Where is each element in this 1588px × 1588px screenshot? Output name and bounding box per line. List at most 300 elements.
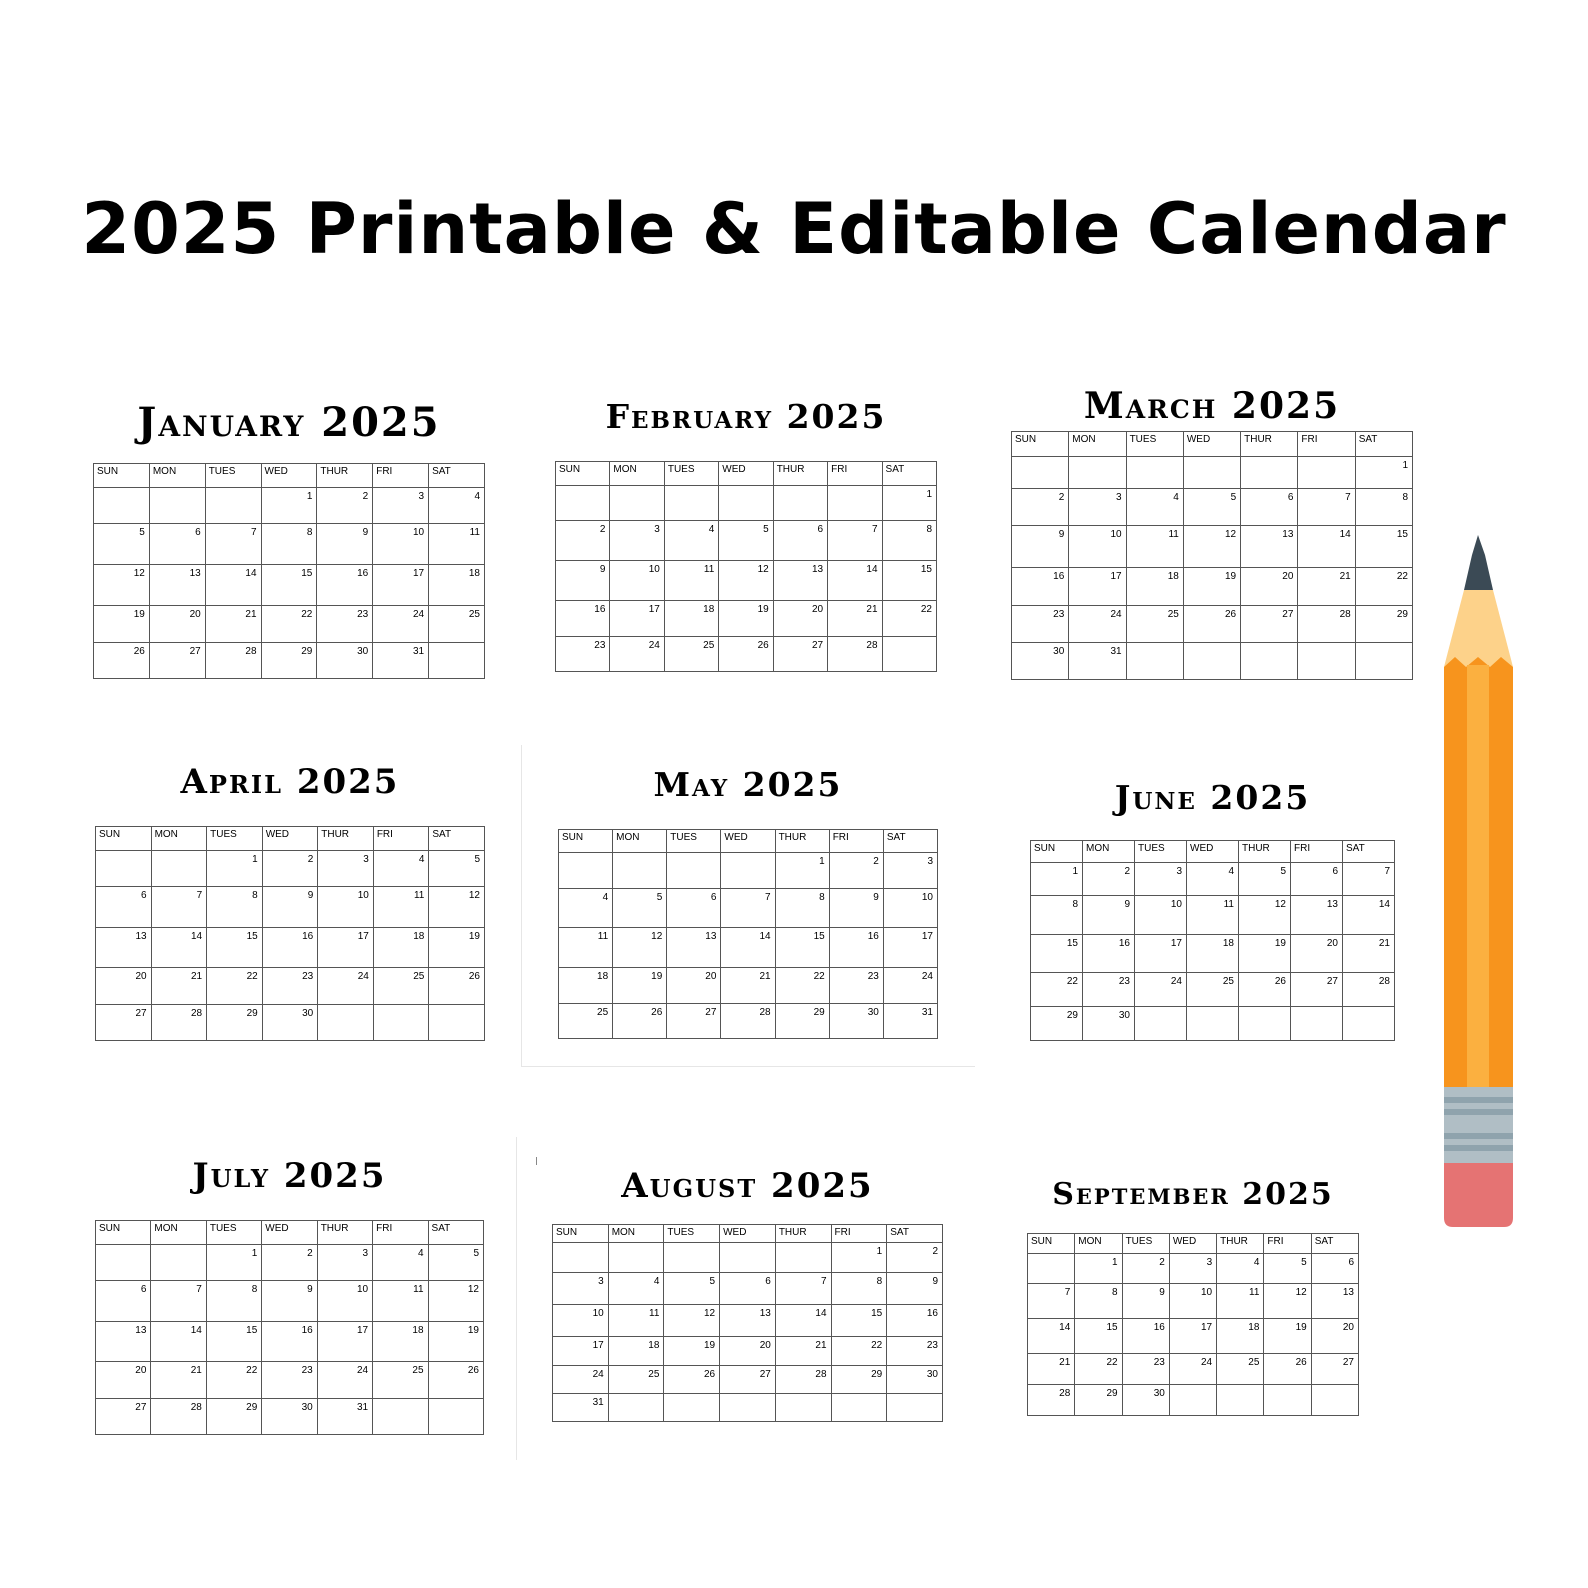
day-cell[interactable]	[553, 1243, 609, 1273]
day-cell[interactable]: 6	[1291, 863, 1343, 896]
day-cell[interactable]	[318, 1005, 374, 1041]
day-cell[interactable]	[1069, 457, 1126, 489]
day-cell[interactable]: 29	[1031, 1007, 1083, 1041]
day-cell[interactable]: 10	[373, 524, 429, 565]
day-cell[interactable]: 29	[831, 1366, 887, 1394]
day-cell[interactable]	[613, 853, 667, 889]
day-cell[interactable]: 8	[831, 1273, 887, 1305]
day-cell[interactable]: 8	[1355, 489, 1412, 526]
day-cell[interactable]: 31	[1069, 643, 1126, 680]
day-cell[interactable]: 19	[1264, 1319, 1311, 1354]
day-cell[interactable]: 8	[207, 887, 263, 928]
day-cell[interactable]: 24	[610, 637, 664, 672]
day-cell[interactable]	[1241, 643, 1298, 680]
day-cell[interactable]: 22	[207, 968, 263, 1005]
day-cell[interactable]: 21	[205, 606, 261, 643]
day-cell[interactable]: 15	[831, 1305, 887, 1337]
day-cell[interactable]: 17	[317, 1322, 372, 1362]
day-cell[interactable]: 25	[429, 606, 485, 643]
day-cell[interactable]: 21	[1298, 568, 1355, 606]
day-cell[interactable]: 30	[1122, 1385, 1169, 1416]
day-cell[interactable]: 6	[96, 887, 152, 928]
day-cell[interactable]: 28	[775, 1366, 831, 1394]
day-cell[interactable]: 8	[261, 524, 317, 565]
day-cell[interactable]: 31	[317, 1399, 372, 1435]
day-cell[interactable]: 14	[205, 565, 261, 606]
day-cell[interactable]: 7	[828, 521, 882, 561]
day-cell[interactable]	[1291, 1007, 1343, 1041]
day-cell[interactable]: 5	[94, 524, 150, 565]
day-cell[interactable]: 6	[773, 521, 827, 561]
day-cell[interactable]: 1	[1031, 863, 1083, 896]
day-cell[interactable]	[1169, 1385, 1216, 1416]
day-cell[interactable]: 12	[94, 565, 150, 606]
day-cell[interactable]: 29	[207, 1005, 263, 1041]
day-cell[interactable]: 12	[1264, 1284, 1311, 1319]
day-cell[interactable]: 1	[206, 1245, 261, 1281]
day-cell[interactable]: 3	[610, 521, 664, 561]
day-cell[interactable]: 19	[94, 606, 150, 643]
day-cell[interactable]	[149, 488, 205, 524]
day-cell[interactable]: 3	[1169, 1254, 1216, 1284]
day-cell[interactable]: 13	[1311, 1284, 1358, 1319]
day-cell[interactable]: 1	[207, 851, 263, 887]
day-cell[interactable]: 16	[887, 1305, 943, 1337]
day-cell[interactable]: 15	[207, 928, 263, 968]
day-cell[interactable]: 26	[429, 968, 485, 1005]
day-cell[interactable]: 24	[373, 606, 429, 643]
day-cell[interactable]: 2	[262, 851, 318, 887]
day-cell[interactable]: 6	[96, 1281, 151, 1322]
day-cell[interactable]	[1126, 457, 1183, 489]
day-cell[interactable]: 9	[1012, 526, 1069, 568]
day-cell[interactable]: 22	[831, 1337, 887, 1366]
day-cell[interactable]: 18	[1187, 935, 1239, 973]
day-cell[interactable]: 25	[1126, 606, 1183, 643]
day-cell[interactable]: 1	[831, 1243, 887, 1273]
day-cell[interactable]: 31	[373, 643, 429, 679]
day-cell[interactable]: 5	[1183, 489, 1240, 526]
day-cell[interactable]: 31	[883, 1004, 937, 1039]
day-cell[interactable]: 12	[428, 1281, 483, 1322]
day-cell[interactable]	[428, 1399, 483, 1435]
day-cell[interactable]: 10	[883, 889, 937, 928]
day-cell[interactable]: 28	[828, 637, 882, 672]
day-cell[interactable]: 11	[1217, 1284, 1264, 1319]
day-cell[interactable]	[429, 643, 485, 679]
day-cell[interactable]	[1012, 457, 1069, 489]
day-cell[interactable]: 18	[373, 928, 429, 968]
day-cell[interactable]: 14	[1343, 896, 1395, 935]
day-cell[interactable]: 4	[429, 488, 485, 524]
day-cell[interactable]	[882, 637, 936, 672]
day-cell[interactable]	[429, 1005, 485, 1041]
day-cell[interactable]: 27	[96, 1005, 152, 1041]
day-cell[interactable]: 2	[1083, 863, 1135, 896]
day-cell[interactable]: 18	[429, 565, 485, 606]
day-cell[interactable]: 9	[317, 524, 373, 565]
day-cell[interactable]: 16	[317, 565, 373, 606]
day-cell[interactable]: 11	[429, 524, 485, 565]
day-cell[interactable]: 16	[556, 601, 610, 637]
day-cell[interactable]: 25	[1187, 973, 1239, 1007]
day-cell[interactable]: 18	[373, 1322, 428, 1362]
day-cell[interactable]: 4	[373, 851, 429, 887]
day-cell[interactable]: 13	[96, 1322, 151, 1362]
day-cell[interactable]: 21	[721, 968, 775, 1004]
day-cell[interactable]: 14	[775, 1305, 831, 1337]
day-cell[interactable]: 9	[262, 887, 318, 928]
day-cell[interactable]: 4	[664, 521, 718, 561]
day-cell[interactable]: 12	[1183, 526, 1240, 568]
day-cell[interactable]: 28	[151, 1005, 207, 1041]
day-cell[interactable]	[664, 486, 718, 521]
day-cell[interactable]: 13	[149, 565, 205, 606]
day-cell[interactable]: 17	[553, 1337, 609, 1366]
day-cell[interactable]	[1239, 1007, 1291, 1041]
day-cell[interactable]: 15	[882, 561, 936, 601]
day-cell[interactable]: 25	[1217, 1354, 1264, 1385]
day-cell[interactable]: 1	[1075, 1254, 1122, 1284]
day-cell[interactable]: 5	[428, 1245, 483, 1281]
day-cell[interactable]	[720, 1394, 776, 1422]
day-cell[interactable]: 20	[667, 968, 721, 1004]
day-cell[interactable]: 24	[1069, 606, 1126, 643]
day-cell[interactable]: 8	[1075, 1284, 1122, 1319]
day-cell[interactable]: 19	[1183, 568, 1240, 606]
day-cell[interactable]: 21	[151, 1362, 206, 1399]
day-cell[interactable]: 21	[1028, 1354, 1075, 1385]
day-cell[interactable]: 7	[151, 887, 207, 928]
day-cell[interactable]: 18	[1126, 568, 1183, 606]
day-cell[interactable]: 29	[1075, 1385, 1122, 1416]
day-cell[interactable]: 17	[318, 928, 374, 968]
day-cell[interactable]: 1	[775, 853, 829, 889]
day-cell[interactable]: 22	[1355, 568, 1412, 606]
day-cell[interactable]	[556, 486, 610, 521]
day-cell[interactable]: 10	[610, 561, 664, 601]
day-cell[interactable]: 16	[262, 1322, 317, 1362]
day-cell[interactable]: 2	[262, 1245, 317, 1281]
day-cell[interactable]	[1343, 1007, 1395, 1041]
day-cell[interactable]: 17	[1169, 1319, 1216, 1354]
day-cell[interactable]: 27	[1291, 973, 1343, 1007]
day-cell[interactable]: 21	[1343, 935, 1395, 973]
day-cell[interactable]: 11	[559, 928, 613, 968]
day-cell[interactable]	[667, 853, 721, 889]
day-cell[interactable]: 7	[775, 1273, 831, 1305]
day-cell[interactable]: 2	[1012, 489, 1069, 526]
day-cell[interactable]	[1126, 643, 1183, 680]
day-cell[interactable]: 4	[1217, 1254, 1264, 1284]
day-cell[interactable]	[1355, 643, 1412, 680]
day-cell[interactable]: 24	[883, 968, 937, 1004]
day-cell[interactable]: 5	[664, 1273, 720, 1305]
day-cell[interactable]: 23	[1012, 606, 1069, 643]
day-cell[interactable]: 10	[318, 887, 374, 928]
day-cell[interactable]: 20	[720, 1337, 776, 1366]
day-cell[interactable]: 20	[1241, 568, 1298, 606]
day-cell[interactable]	[664, 1243, 720, 1273]
day-cell[interactable]: 3	[553, 1273, 609, 1305]
day-cell[interactable]: 23	[317, 606, 373, 643]
day-cell[interactable]: 13	[1291, 896, 1343, 935]
day-cell[interactable]	[1311, 1385, 1358, 1416]
day-cell[interactable]: 29	[1355, 606, 1412, 643]
day-cell[interactable]: 23	[1083, 973, 1135, 1007]
day-cell[interactable]: 30	[1083, 1007, 1135, 1041]
day-cell[interactable]: 7	[1343, 863, 1395, 896]
day-cell[interactable]: 25	[373, 968, 429, 1005]
day-cell[interactable]: 11	[664, 561, 718, 601]
day-cell[interactable]: 10	[553, 1305, 609, 1337]
day-cell[interactable]: 12	[1239, 896, 1291, 935]
day-cell[interactable]	[721, 853, 775, 889]
day-cell[interactable]: 15	[775, 928, 829, 968]
day-cell[interactable]	[1217, 1385, 1264, 1416]
day-cell[interactable]: 7	[721, 889, 775, 928]
day-cell[interactable]: 30	[262, 1005, 318, 1041]
day-cell[interactable]: 26	[664, 1366, 720, 1394]
day-cell[interactable]: 12	[664, 1305, 720, 1337]
day-cell[interactable]: 7	[1298, 489, 1355, 526]
day-cell[interactable]: 1	[261, 488, 317, 524]
day-cell[interactable]: 4	[1126, 489, 1183, 526]
day-cell[interactable]: 5	[1239, 863, 1291, 896]
day-cell[interactable]: 12	[429, 887, 485, 928]
day-cell[interactable]: 4	[373, 1245, 428, 1281]
day-cell[interactable]	[96, 1245, 151, 1281]
day-cell[interactable]: 16	[1122, 1319, 1169, 1354]
day-cell[interactable]: 25	[608, 1366, 664, 1394]
day-cell[interactable]: 28	[1343, 973, 1395, 1007]
day-cell[interactable]: 22	[882, 601, 936, 637]
day-cell[interactable]: 4	[1187, 863, 1239, 896]
day-cell[interactable]: 18	[559, 968, 613, 1004]
day-cell[interactable]: 17	[1069, 568, 1126, 606]
day-cell[interactable]: 15	[1355, 526, 1412, 568]
day-cell[interactable]	[151, 1245, 206, 1281]
day-cell[interactable]: 10	[1169, 1284, 1216, 1319]
day-cell[interactable]: 6	[720, 1273, 776, 1305]
day-cell[interactable]: 10	[1069, 526, 1126, 568]
day-cell[interactable]: 1	[1355, 457, 1412, 489]
day-cell[interactable]: 9	[556, 561, 610, 601]
day-cell[interactable]	[608, 1243, 664, 1273]
day-cell[interactable]: 26	[428, 1362, 483, 1399]
day-cell[interactable]: 11	[373, 887, 429, 928]
day-cell[interactable]: 7	[205, 524, 261, 565]
day-cell[interactable]: 13	[773, 561, 827, 601]
day-cell[interactable]: 28	[1028, 1385, 1075, 1416]
day-cell[interactable]	[94, 488, 150, 524]
day-cell[interactable]: 15	[261, 565, 317, 606]
day-cell[interactable]: 24	[1135, 973, 1187, 1007]
day-cell[interactable]: 16	[829, 928, 883, 968]
day-cell[interactable]: 5	[1264, 1254, 1311, 1284]
day-cell[interactable]	[664, 1394, 720, 1422]
day-cell[interactable]: 10	[1135, 896, 1187, 935]
day-cell[interactable]: 28	[1298, 606, 1355, 643]
day-cell[interactable]	[1183, 643, 1240, 680]
day-cell[interactable]	[719, 486, 773, 521]
day-cell[interactable]: 23	[262, 968, 318, 1005]
day-cell[interactable]: 11	[373, 1281, 428, 1322]
day-cell[interactable]: 30	[887, 1366, 943, 1394]
day-cell[interactable]: 13	[667, 928, 721, 968]
day-cell[interactable]	[1241, 457, 1298, 489]
day-cell[interactable]: 21	[775, 1337, 831, 1366]
day-cell[interactable]: 25	[559, 1004, 613, 1039]
day-cell[interactable]: 29	[775, 1004, 829, 1039]
day-cell[interactable]: 22	[261, 606, 317, 643]
day-cell[interactable]: 24	[553, 1366, 609, 1394]
day-cell[interactable]: 22	[775, 968, 829, 1004]
day-cell[interactable]	[1298, 457, 1355, 489]
day-cell[interactable]: 22	[206, 1362, 261, 1399]
day-cell[interactable]	[720, 1243, 776, 1273]
day-cell[interactable]: 14	[1298, 526, 1355, 568]
day-cell[interactable]: 9	[829, 889, 883, 928]
day-cell[interactable]	[151, 851, 207, 887]
day-cell[interactable]: 6	[1241, 489, 1298, 526]
day-cell[interactable]	[608, 1394, 664, 1422]
day-cell[interactable]: 13	[720, 1305, 776, 1337]
day-cell[interactable]: 20	[1311, 1319, 1358, 1354]
day-cell[interactable]: 6	[1311, 1254, 1358, 1284]
day-cell[interactable]: 8	[1031, 896, 1083, 935]
day-cell[interactable]: 26	[1264, 1354, 1311, 1385]
day-cell[interactable]: 30	[829, 1004, 883, 1039]
day-cell[interactable]: 3	[883, 853, 937, 889]
day-cell[interactable]: 2	[829, 853, 883, 889]
day-cell[interactable]: 24	[317, 1362, 372, 1399]
day-cell[interactable]: 19	[1239, 935, 1291, 973]
day-cell[interactable]: 8	[882, 521, 936, 561]
day-cell[interactable]: 21	[151, 968, 207, 1005]
day-cell[interactable]: 16	[262, 928, 318, 968]
day-cell[interactable]: 26	[613, 1004, 667, 1039]
day-cell[interactable]: 11	[608, 1305, 664, 1337]
day-cell[interactable]: 9	[887, 1273, 943, 1305]
day-cell[interactable]: 20	[1291, 935, 1343, 973]
day-cell[interactable]: 18	[664, 601, 718, 637]
day-cell[interactable]: 8	[206, 1281, 261, 1322]
day-cell[interactable]: 26	[94, 643, 150, 679]
day-cell[interactable]: 26	[1183, 606, 1240, 643]
day-cell[interactable]	[775, 1243, 831, 1273]
day-cell[interactable]	[373, 1005, 429, 1041]
day-cell[interactable]: 12	[613, 928, 667, 968]
day-cell[interactable]: 3	[1135, 863, 1187, 896]
day-cell[interactable]: 16	[1083, 935, 1135, 973]
day-cell[interactable]: 3	[373, 488, 429, 524]
day-cell[interactable]: 14	[151, 928, 207, 968]
day-cell[interactable]: 11	[1187, 896, 1239, 935]
day-cell[interactable]: 2	[887, 1243, 943, 1273]
day-cell[interactable]: 22	[1075, 1354, 1122, 1385]
day-cell[interactable]: 22	[1031, 973, 1083, 1007]
day-cell[interactable]: 9	[1083, 896, 1135, 935]
day-cell[interactable]: 31	[553, 1394, 609, 1422]
day-cell[interactable]: 25	[664, 637, 718, 672]
day-cell[interactable]: 18	[608, 1337, 664, 1366]
day-cell[interactable]: 23	[829, 968, 883, 1004]
day-cell[interactable]	[887, 1394, 943, 1422]
day-cell[interactable]	[96, 851, 152, 887]
day-cell[interactable]: 13	[1241, 526, 1298, 568]
day-cell[interactable]: 14	[151, 1322, 206, 1362]
day-cell[interactable]: 20	[96, 968, 152, 1005]
day-cell[interactable]: 20	[149, 606, 205, 643]
day-cell[interactable]	[828, 486, 882, 521]
day-cell[interactable]: 14	[721, 928, 775, 968]
day-cell[interactable]: 27	[667, 1004, 721, 1039]
day-cell[interactable]	[610, 486, 664, 521]
day-cell[interactable]: 7	[151, 1281, 206, 1322]
day-cell[interactable]: 20	[773, 601, 827, 637]
day-cell[interactable]: 17	[883, 928, 937, 968]
day-cell[interactable]	[1264, 1385, 1311, 1416]
day-cell[interactable]: 27	[720, 1366, 776, 1394]
day-cell[interactable]: 9	[1122, 1284, 1169, 1319]
day-cell[interactable]: 28	[151, 1399, 206, 1435]
day-cell[interactable]: 15	[1075, 1319, 1122, 1354]
day-cell[interactable]: 26	[1239, 973, 1291, 1007]
day-cell[interactable]: 25	[373, 1362, 428, 1399]
day-cell[interactable]: 8	[775, 889, 829, 928]
day-cell[interactable]: 17	[373, 565, 429, 606]
day-cell[interactable]: 3	[317, 1245, 372, 1281]
day-cell[interactable]: 15	[1031, 935, 1083, 973]
day-cell[interactable]: 23	[262, 1362, 317, 1399]
day-cell[interactable]: 19	[429, 928, 485, 968]
day-cell[interactable]: 30	[317, 643, 373, 679]
day-cell[interactable]: 13	[96, 928, 152, 968]
day-cell[interactable]	[205, 488, 261, 524]
day-cell[interactable]: 27	[149, 643, 205, 679]
day-cell[interactable]: 6	[667, 889, 721, 928]
day-cell[interactable]: 3	[1069, 489, 1126, 526]
day-cell[interactable]	[1028, 1254, 1075, 1284]
day-cell[interactable]: 4	[608, 1273, 664, 1305]
day-cell[interactable]: 24	[318, 968, 374, 1005]
day-cell[interactable]: 21	[828, 601, 882, 637]
day-cell[interactable]: 30	[262, 1399, 317, 1435]
day-cell[interactable]: 28	[205, 643, 261, 679]
day-cell[interactable]: 30	[1012, 643, 1069, 680]
day-cell[interactable]	[1298, 643, 1355, 680]
day-cell[interactable]: 2	[1122, 1254, 1169, 1284]
day-cell[interactable]: 19	[664, 1337, 720, 1366]
day-cell[interactable]: 15	[206, 1322, 261, 1362]
day-cell[interactable]: 26	[719, 637, 773, 672]
day-cell[interactable]	[773, 486, 827, 521]
day-cell[interactable]: 16	[1012, 568, 1069, 606]
day-cell[interactable]: 24	[1169, 1354, 1216, 1385]
day-cell[interactable]: 18	[1217, 1319, 1264, 1354]
day-cell[interactable]	[775, 1394, 831, 1422]
day-cell[interactable]: 12	[719, 561, 773, 601]
day-cell[interactable]: 10	[317, 1281, 372, 1322]
day-cell[interactable]: 23	[887, 1337, 943, 1366]
day-cell[interactable]: 14	[1028, 1319, 1075, 1354]
day-cell[interactable]: 20	[96, 1362, 151, 1399]
day-cell[interactable]: 14	[828, 561, 882, 601]
day-cell[interactable]: 29	[206, 1399, 261, 1435]
day-cell[interactable]: 27	[773, 637, 827, 672]
day-cell[interactable]: 5	[719, 521, 773, 561]
